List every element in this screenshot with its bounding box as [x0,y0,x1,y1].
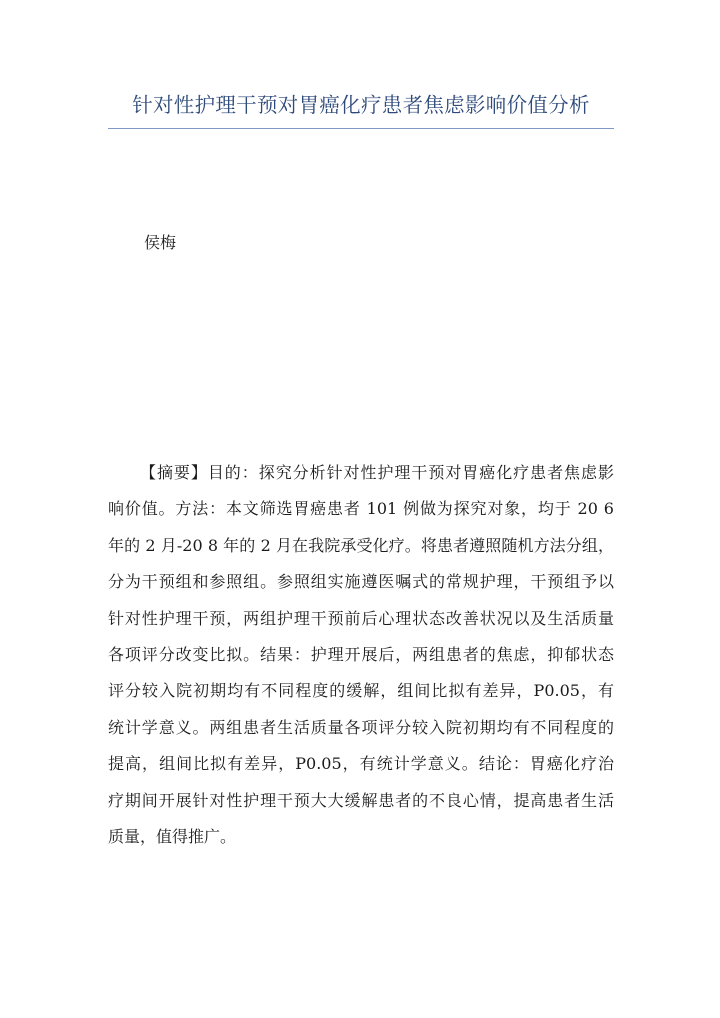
author-name: 侯梅 [144,233,177,252]
abstract-line: 质量，值得推广。 [108,826,237,846]
abstract-line: 分为干预组和参照组。参照组实施遵医嘱式的常规护理，干预组予以 [108,572,614,592]
abstract-line: 针对性护理干预，两组护理干预前后心理状态改善状况以及生活质量 [108,608,614,628]
abstract-line: 评分较入院初期均有不同程度的缓解，组间比拟有差异，P0.05，有 [108,681,614,701]
abstract-line: 响价值。方法：本文筛选胃癌患者 101 例做为探究对象，均于 20 6 [108,499,614,519]
abstract-line: 【摘要】目的：探究分析针对性护理干预对胃癌化疗患者焦虑影 [140,463,614,482]
abstract-line: 年的 2 月-20 8 年的 2 月在我院承受化疗。将患者遵照随机方法分组， [108,535,614,555]
abstract-line: 统计学意义。两组患者生活质量各项评分较入院初期均有不同程度的 [108,717,614,737]
title-underline-rule [108,128,614,129]
abstract-line: 提高，组间比拟有差异，P0.05，有统计学意义。结论：胃癌化疗治 [108,754,614,774]
document-title: 针对性护理干预对胃癌化疗患者焦虑影响价值分析 [132,93,590,117]
abstract-line: 疗期间开展针对性护理干预大大缓解患者的不良心情，提高患者生活 [108,790,614,810]
abstract-line: 各项评分改变比拟。结果：护理开展后，两组患者的焦虑，抑郁状态 [108,644,614,664]
abstract-paragraph [108,455,614,855]
